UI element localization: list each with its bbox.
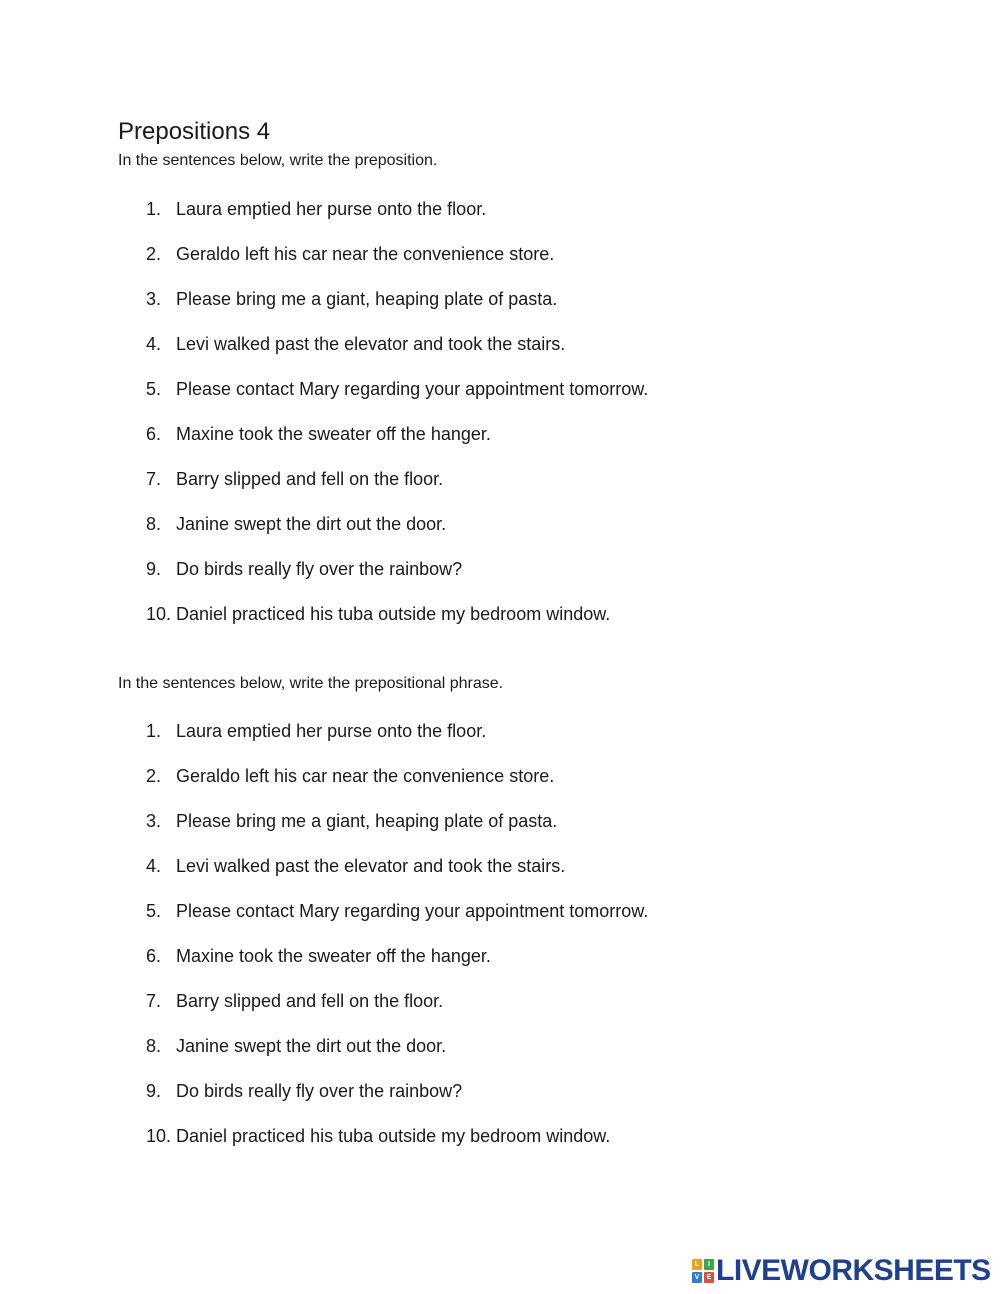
question-item [118, 899, 878, 944]
question-text: Barry slipped and fell on the floor. [176, 469, 444, 489]
question-text: Please contact Mary regarding your appointment tomorrow. [176, 379, 649, 399]
question-item [118, 332, 878, 377]
brand-wordmark: LIVEWORKSHEETS [716, 1254, 991, 1287]
logo-tile: E [704, 1272, 714, 1283]
question-text: Daniel practiced his tuba outside my bedroom window. [176, 604, 611, 624]
question-number: 8. [146, 514, 162, 534]
question-item [118, 287, 878, 332]
question-number: 5. [146, 379, 162, 399]
question-item [118, 512, 878, 557]
question-text: Janine swept the dirt out the door. [176, 514, 447, 534]
question-item [118, 809, 878, 854]
question-text: Levi walked past the elevator and took the stairs. [176, 856, 566, 876]
question-item [118, 602, 878, 647]
question-number: 10. [146, 604, 172, 624]
question-text: Levi walked past the elevator and took the stairs. [176, 334, 566, 354]
question-text: Geraldo left his car near the convenience store. [176, 244, 555, 264]
question-item [118, 1034, 878, 1079]
question-text: Laura emptied her purse onto the floor. [176, 721, 487, 741]
question-number: 2. [146, 766, 162, 786]
liveworksheets-brand [692, 1256, 991, 1286]
question-number: 6. [146, 424, 162, 444]
question-item [118, 197, 878, 242]
question-number: 2. [146, 244, 162, 264]
question-text: Please bring me a giant, heaping plate of pasta. [176, 289, 558, 309]
section-1-question-list [118, 197, 878, 647]
question-text: Laura emptied her purse onto the floor. [176, 199, 487, 219]
question-text: Geraldo left his car near the convenience store. [176, 766, 555, 786]
question-item [118, 989, 878, 1034]
section-2-instruction: In the sentences below, write the prepositional phrase. [118, 675, 504, 692]
question-item [118, 854, 878, 899]
logo-tile: V [692, 1272, 702, 1283]
question-text: Please bring me a giant, heaping plate of pasta. [176, 811, 558, 831]
question-number: 6. [146, 946, 162, 966]
question-text: Daniel practiced his tuba outside my bedroom window. [176, 1126, 611, 1146]
question-item [118, 557, 878, 602]
question-item [118, 377, 878, 422]
question-number: 3. [146, 811, 162, 831]
question-text: Maxine took the sweater off the hanger. [176, 946, 491, 966]
question-number: 1. [146, 199, 162, 219]
question-number: 4. [146, 334, 162, 354]
question-text: Barry slipped and fell on the floor. [176, 991, 444, 1011]
question-number: 3. [146, 289, 162, 309]
question-text: Maxine took the sweater off the hanger. [176, 424, 491, 444]
question-item [118, 1079, 878, 1124]
liveworksheets-logo-icon [692, 1259, 714, 1283]
section-1-instruction: In the sentences below, write the preposition. [118, 152, 438, 169]
question-text: Do birds really fly over the rainbow? [176, 1081, 463, 1101]
page-title: Prepositions 4 [118, 118, 271, 145]
question-number: 8. [146, 1036, 162, 1056]
question-item [118, 944, 878, 989]
question-number: 9. [146, 559, 162, 579]
question-item [118, 764, 878, 809]
question-number: 1. [146, 721, 162, 741]
question-item [118, 719, 878, 764]
question-item [118, 422, 878, 467]
question-item [118, 1124, 878, 1169]
logo-tile: I [704, 1259, 714, 1270]
question-text: Do birds really fly over the rainbow? [176, 559, 463, 579]
question-number: 10. [146, 1126, 172, 1146]
question-number: 7. [146, 991, 162, 1011]
question-number: 5. [146, 901, 162, 921]
question-item [118, 467, 878, 512]
question-item [118, 242, 878, 287]
question-number: 9. [146, 1081, 162, 1101]
question-text: Janine swept the dirt out the door. [176, 1036, 447, 1056]
section-2-question-list [118, 719, 878, 1169]
logo-tile: L [692, 1259, 702, 1270]
question-text: Please contact Mary regarding your appointment tomorrow. [176, 901, 649, 921]
question-number: 4. [146, 856, 162, 876]
question-number: 7. [146, 469, 162, 489]
